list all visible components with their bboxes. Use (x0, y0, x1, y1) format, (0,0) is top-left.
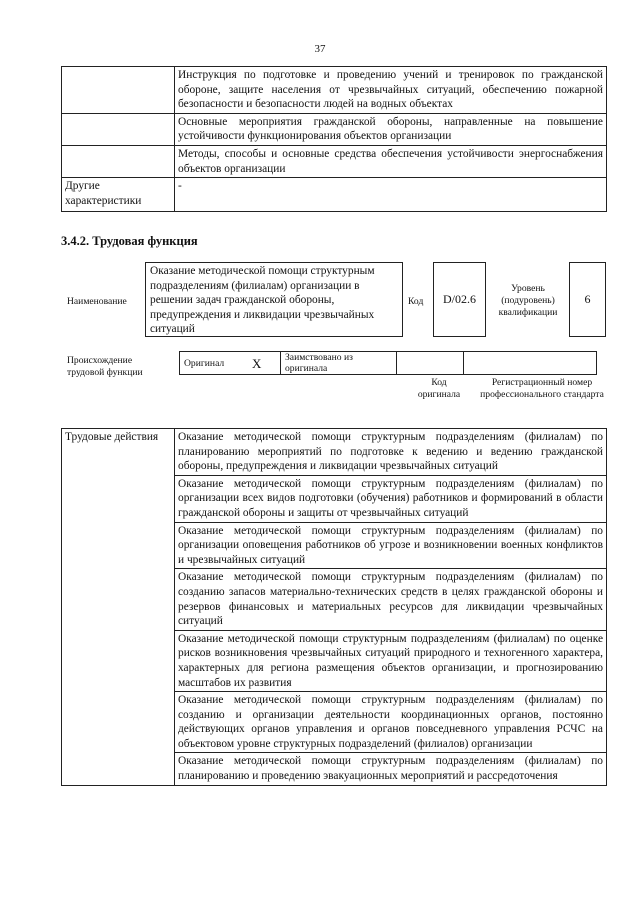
reg-number-cell (464, 352, 597, 375)
table-row (62, 429, 607, 476)
code-label: Код (408, 296, 424, 307)
code-caption: Код оригинала (417, 377, 461, 400)
action-item: Оказание методической помощи структурным подразделениям (филиалам) по планированию мероприятий по подготовке к ведению и ведению гражданской обороны, предупреждения и ликвидации чрезвычайных ситуаций (175, 429, 607, 476)
table-row (62, 145, 607, 177)
action-item: Оказание методической помощи структурным подразделениям (филиалам) по организации всех видов подготовки (обучения) работников и формирований в области гражданской обороны и защиты от чрезвычайных ситуаций (175, 475, 607, 522)
origin-label: Происхождение трудовой функции (67, 355, 143, 378)
original-label: Оригинал (180, 352, 249, 375)
level-label: Уровень (подуровень) квалификации (498, 283, 558, 318)
table-row (62, 67, 607, 114)
section-heading: 3.4.2. Трудовая функция (61, 234, 198, 248)
table-row (62, 178, 607, 212)
action-item: Оказание методической помощи структурным подразделениям (филиалам) по созданию и организации деятельности координационных органов, постоянно действующих органов управления и органов повседневного управления РСЧС на объектовом уровне структурных подразделений (филиалов) организации (175, 692, 607, 753)
action-item: Оказание методической помощи структурным подразделениям (филиалам) по оценке рисков возникновения чрезвычайных ситуаций природного и техногенного характера, характерных для региона размещения объектов организации, и прогнозированию масштабов их развития (175, 630, 607, 691)
row-text: - (175, 178, 607, 212)
function-level-box: 6 (569, 262, 606, 337)
row-text: Инструкция по подготовке и проведению учений и тренировок по гражданской обороне, защите населения от чрезвычайных ситуаций, обеспечению пожарной безопасности и безопасности людей на водных объектах (175, 67, 607, 114)
table-row (180, 352, 597, 375)
row-text: Методы, способы и основные средства обеспечения устойчивости энергоснабжения объектов организации (175, 145, 607, 177)
action-item: Оказание методической помощи структурным подразделениям (филиалам) по организации оповещения работников об угрозе и возникновении военных конфликтов и чрезвычайных ситуаций (175, 522, 607, 569)
original-mark: X (248, 352, 281, 375)
function-name-box: Оказание методической помощи структурным подразделениям (филиалам) организации в решении задач гражданской обороны, предупреждения и ликвидации чрезвычайных ситуаций (145, 262, 403, 337)
original-code-cell (397, 352, 464, 375)
row-text: Основные мероприятия гражданской обороны, направленные на повышение устойчивости функционирования объектов организации (175, 113, 607, 145)
page-number: 37 (314, 43, 326, 55)
function-code-box: D/02.6 (433, 262, 486, 337)
row-label (62, 113, 175, 145)
action-item: Оказание методической помощи структурным подразделениям (филиалам) по созданию запасов материально-технических средств в целях гражданской обороны и резервов финансовых и материальных ресурсов для ликвидации чрезвычайных ситуаций (175, 569, 607, 630)
origin-table (179, 351, 597, 375)
reg-caption: Регистрационный номер профессионального стандарта (480, 377, 604, 400)
actions-table (61, 428, 607, 786)
action-item: Оказание методической помощи структурным подразделениям (филиалам) по планированию и проведению эвакуационных мероприятий и рассредоточения (175, 753, 607, 785)
borrowed-label: Заимствовано из оригинала (281, 352, 397, 375)
row-label (62, 67, 175, 114)
table-row (62, 113, 607, 145)
actions-label: Трудовые действия (62, 429, 175, 786)
row-label (62, 145, 175, 177)
name-label: Наименование (67, 296, 127, 307)
knowledge-table (61, 66, 607, 212)
row-label: Другие характеристики (62, 178, 175, 212)
